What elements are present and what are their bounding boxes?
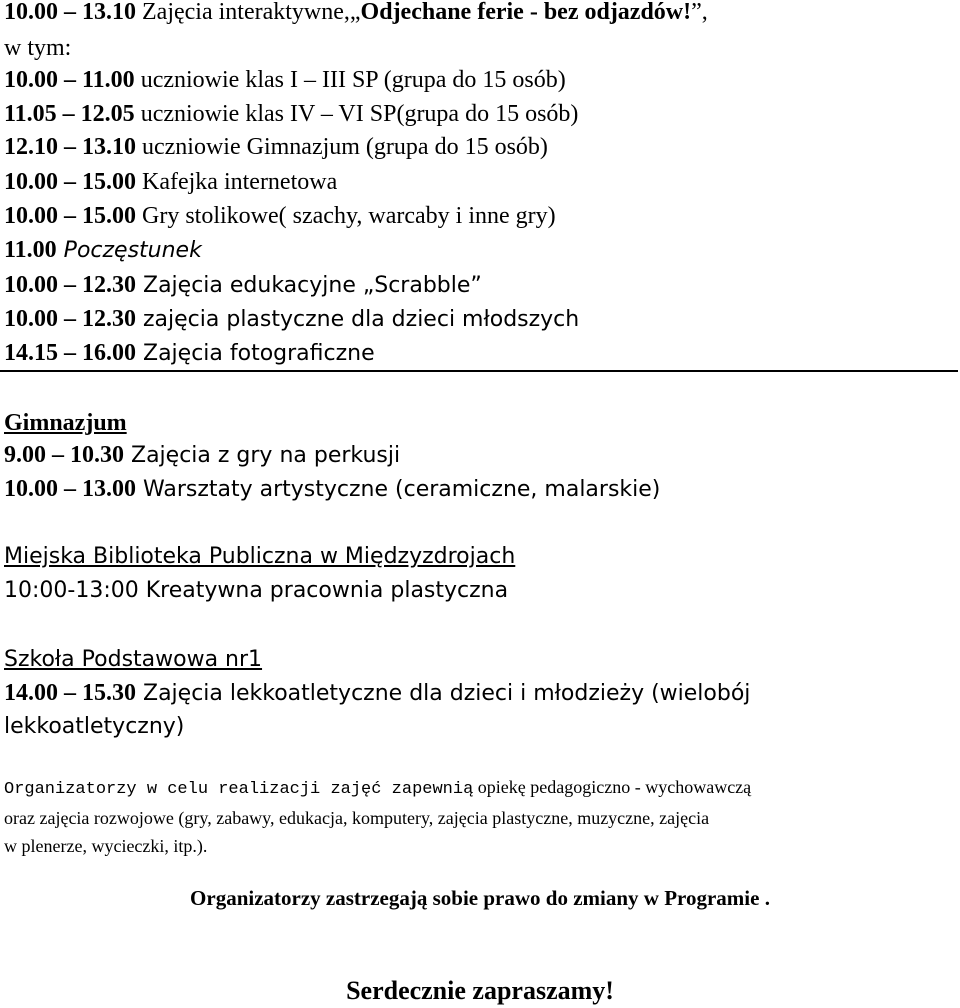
time: 9.00 – 10.30	[4, 442, 124, 468]
activity-text: Zajęcia fotograficzne	[136, 341, 375, 366]
program-disclaimer: Organizatorzy zastrzegają sobie prawo do zmiany w Programie .	[190, 886, 770, 910]
program-item	[4, 167, 337, 197]
time: 10.00 – 15.00	[4, 169, 136, 195]
note-text: w plenerze, wycieczki, itp.).	[4, 836, 208, 856]
horizontal-rule	[0, 370, 958, 372]
program-line-2: w tym:	[4, 35, 72, 61]
program-item	[4, 65, 566, 95]
program-line-1	[4, 0, 708, 27]
activity-text-continued: lekkoatletyczny)	[4, 714, 185, 739]
time: 12.10 – 13.10	[4, 134, 136, 160]
program-item	[4, 99, 578, 129]
activity-text: Zajęcia interaktywne,„	[136, 0, 361, 25]
time: 10.00 – 11.00	[4, 67, 135, 93]
activity-text: Kreatywna pracownia plastyczna	[138, 578, 509, 603]
closing-greeting: Serdecznie zapraszamy!	[346, 976, 614, 1005]
activity-text: uczniowie klas IV – VI SP(grupa do 15 osób)	[134, 101, 579, 127]
activity-text: Zajęcia z gry na perkusji	[124, 443, 401, 468]
time: 10:00-13:00	[4, 578, 139, 603]
note-text: opiekę pedagogiczno - wychowawczą	[473, 777, 752, 797]
program-item	[4, 338, 375, 369]
activity-text: Gry stolikowe( szachy, warcaby i inne gry)	[136, 203, 556, 229]
program-item	[4, 132, 548, 162]
program-item	[4, 474, 660, 505]
organizer-note	[4, 773, 956, 860]
time: 10.00 – 15.00	[4, 203, 136, 229]
section-header-biblioteka: Miejska Biblioteka Publiczna w Międzyzdrojach	[4, 544, 516, 569]
activity-title: Odjechane ferie - bez odjazdów!	[360, 0, 692, 25]
activity-text: Zajęcia edukacyjne „Scrabble”	[136, 273, 482, 298]
program-item	[4, 678, 750, 709]
activity-text: Kafejka internetowa	[136, 169, 338, 195]
time: 11.05 – 12.05	[4, 101, 135, 127]
program-item	[4, 235, 202, 266]
program-item	[4, 270, 482, 301]
activity-text: zajęcia plastyczne dla dzieci młodszych	[136, 307, 580, 332]
activity-text: uczniowie klas I – III SP (grupa do 15 osób)	[134, 67, 566, 93]
time: 14.00 – 15.30	[4, 680, 136, 706]
activity-text: Zajęcia lekkoatletyczne dla dzieci i młodzieży (wielobój	[136, 681, 751, 706]
activity-text: uczniowie Gimnazjum (grupa do 15 osób)	[136, 134, 548, 160]
activity-text: Poczęstunek	[56, 238, 202, 263]
program-item	[4, 304, 579, 335]
activity-punct: ”,	[691, 0, 708, 25]
time: 10.00 – 12.30	[4, 272, 136, 298]
activity-text: Warsztaty artystyczne (ceramiczne, malarskie)	[136, 477, 661, 502]
note-lead: Organizatorzy w celu realizacji zajęć zapewnią	[4, 780, 474, 799]
time: 10.00 – 12.30	[4, 306, 136, 332]
program-item	[4, 575, 508, 606]
time: 14.15 – 16.00	[4, 340, 136, 366]
section-header-szkola: Szkoła Podstawowa nr1	[4, 647, 263, 672]
section-header-gimnazjum: Gimnazjum	[4, 410, 127, 436]
time: 10.00 – 13.10	[4, 0, 136, 25]
program-item	[4, 440, 400, 471]
time: 10.00 – 13.00	[4, 476, 136, 502]
program-item	[4, 201, 556, 231]
note-text: oraz zajęcia rozwojowe (gry, zabawy, edukacja, komputery, zajęcia plastyczne, muzyczne, zajęcia	[4, 808, 710, 828]
time: 11.00	[4, 237, 57, 263]
